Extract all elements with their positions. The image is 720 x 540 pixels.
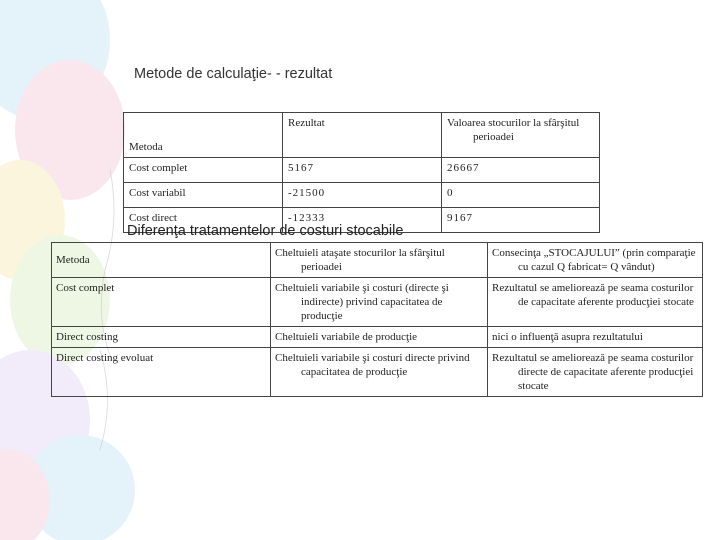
header-rezultat: Rezultat: [283, 113, 442, 158]
row-attached-costs: Cheltuieli variabile şi costuri directe privind capacitatea de producţie: [271, 348, 488, 397]
results-table: [123, 112, 600, 233]
row-result: -21500: [283, 183, 442, 208]
row-consequence: Rezultatul se ameliorează pe seama costurilor de capacitate aferente producţiei stocate: [488, 278, 703, 327]
row-stock-value: 9167: [442, 208, 600, 233]
row-attached-costs: Cheltuieli variabile şi costuri (directe şi indirecte) privind capacitatea de producţie: [271, 278, 488, 327]
row-method: Direct costing evoluat: [52, 348, 271, 397]
table-row: [124, 183, 600, 208]
row-consequence: Rezultatul se ameliorează pe seama costurilor directe de capacitate aferente producţiei stocate: [488, 348, 703, 397]
section-subtitle: Diferenţa tratamentelor de costuri stocabile: [127, 223, 404, 239]
row-stock-value: 26667: [442, 158, 600, 183]
header-cheltuieli-atasate: Cheltuieli ataşate stocurilor la sfârşitul perioadei: [271, 243, 488, 278]
row-attached-costs: Cheltuieli variabile de producţie: [271, 327, 488, 348]
header-metoda: Metoda: [52, 243, 271, 278]
header-valoarea-stocurilor: Valoarea stocurilor la sfârşitul perioadei: [442, 113, 600, 158]
row-method: Cost direct: [124, 208, 283, 233]
row-result: -12333: [283, 208, 442, 233]
row-stock-value: 0: [442, 183, 600, 208]
table-row: [52, 278, 703, 327]
row-method: Direct costing: [52, 327, 271, 348]
header-metoda: Metoda: [124, 113, 283, 158]
row-method: Cost complet: [124, 158, 283, 183]
row-result: 5167: [283, 158, 442, 183]
results-header-row: [124, 113, 600, 158]
slide-title: Metode de calculaţie- - rezultat: [134, 66, 333, 82]
row-consequence: nici o influenţă asupra rezultatului: [488, 327, 703, 348]
row-method: Cost complet: [52, 278, 271, 327]
table-row: [52, 348, 703, 397]
cost-treatment-table: [51, 242, 703, 397]
header-consecinta-stocajului: Consecinţa „STOCAJULUI” (prin comparaţie cu cazul Q fabricat= Q vândut): [488, 243, 703, 278]
treatment-header-row: [52, 243, 703, 278]
table-row: [52, 327, 703, 348]
row-method: Cost variabil: [124, 183, 283, 208]
table-row: [124, 158, 600, 183]
